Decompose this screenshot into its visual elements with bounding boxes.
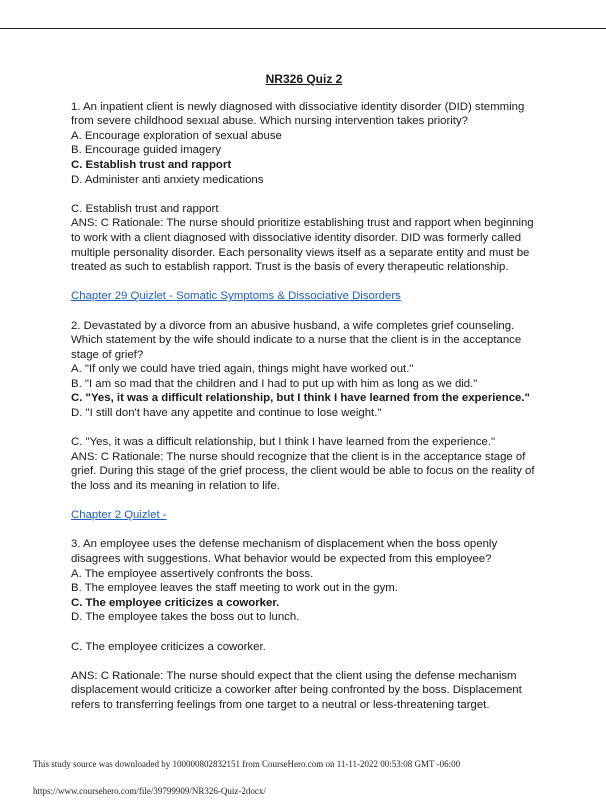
answer-rationale: ANS: C Rationale: The nurse should prioritize establishing trust and rapport when beginning to work with a client diagnosed with dissociative identity disorder. DID was formerly called multiple personality disorder. Each personality views itself as a separate entity and must be treated as such to establish rapport. Trust is the basis of every therapeutic relationship. [71, 217, 534, 274]
question-3 [71, 537, 537, 625]
answer-rationale: ANS: C Rationale: The nurse should recognize that the client is in the acceptance stage of grief. During this stage of the grief process, the client would be able to focus on the reality of the loss and its meaning in relation to life. [71, 450, 535, 493]
option-b: B. The employee leaves the staff meeting to work out in the gym. [71, 582, 398, 595]
option-d: D. Administer anti anxiety medications [71, 173, 264, 186]
answer-choice: C. Establish trust and rapport [71, 202, 219, 215]
chapter-2-quizlet-link[interactable]: Chapter 2 Quizlet - [71, 509, 167, 522]
answer-choice: C. "Yes, it was a difficult relationship, but I think I have learned from the experience." [71, 436, 496, 449]
answer-3 [71, 640, 537, 655]
question-stem: 2. Devastated by a divorce from an abusive husband, a wife completes grief counseling. Which statement by the wife should indicate to a nurse that the client is in the acceptance stage of grief? [71, 319, 522, 361]
question-stem: 3. An employee uses the defense mechanism of displacement when the boss openly disagrees with suggestions. What behavior would be expected from this employee? [71, 538, 498, 565]
option-a: A. Encourage exploration of sexual abuse [71, 129, 282, 142]
option-d: D. The employee takes the boss out to lunch. [71, 611, 300, 624]
option-b: B. Encourage guided imagery [71, 144, 222, 157]
option-a: A. The employee assertively confronts the boss. [71, 567, 314, 580]
option-c-correct: C. "Yes, it was a difficult relationship, but I think I have learned from the experience." [71, 392, 530, 405]
download-note: This study source was downloaded by 100000802832151 from CourseHero.com on 11-11-2022 00:53:08 GMT -06:00 [33, 759, 461, 769]
chapter-29-quizlet-link[interactable]: Chapter 29 Quizlet - Somatic Symptoms & Dissociative Disorders [71, 290, 401, 303]
answer-rationale: ANS: C Rationale: The nurse should expect that the client using the defense mechanism displacement would criticize a coworker after being confronted by the boss. Displacement refers to transferring feelings from one target to a neutral or less-threatening target. [71, 669, 522, 711]
header-rule [0, 28, 606, 29]
option-b: B. "I am so mad that the children and I had to put up with him as long as we did." [71, 377, 478, 390]
option-c-correct: C. Establish trust and rapport [71, 158, 232, 171]
answer-choice: C. The employee criticizes a coworker. [71, 640, 266, 653]
page-title: NR326 Quiz 2 [265, 72, 343, 86]
answer-3-rationale [71, 669, 537, 713]
source-url[interactable]: https://www.coursehero.com/file/39799909/NR326-Quiz-2docx/ [33, 786, 266, 796]
option-c-correct: C. The employee criticizes a coworker. [71, 596, 280, 609]
question-stem: 1. An inpatient client is newly diagnosed with dissociative identity disorder (DID) stemming from severe childhood sexual abuse. Which nursing intervention takes priority? [71, 100, 525, 128]
question-1 [71, 100, 537, 188]
option-d: D. "I still don't have any appetite and continue to lose weight." [71, 407, 382, 420]
question-2 [71, 319, 537, 421]
document-body [71, 72, 537, 713]
option-a: A. "If only we could have tried again, things might have worked out." [71, 363, 414, 376]
answer-1 [71, 202, 537, 275]
answer-2 [71, 435, 537, 493]
